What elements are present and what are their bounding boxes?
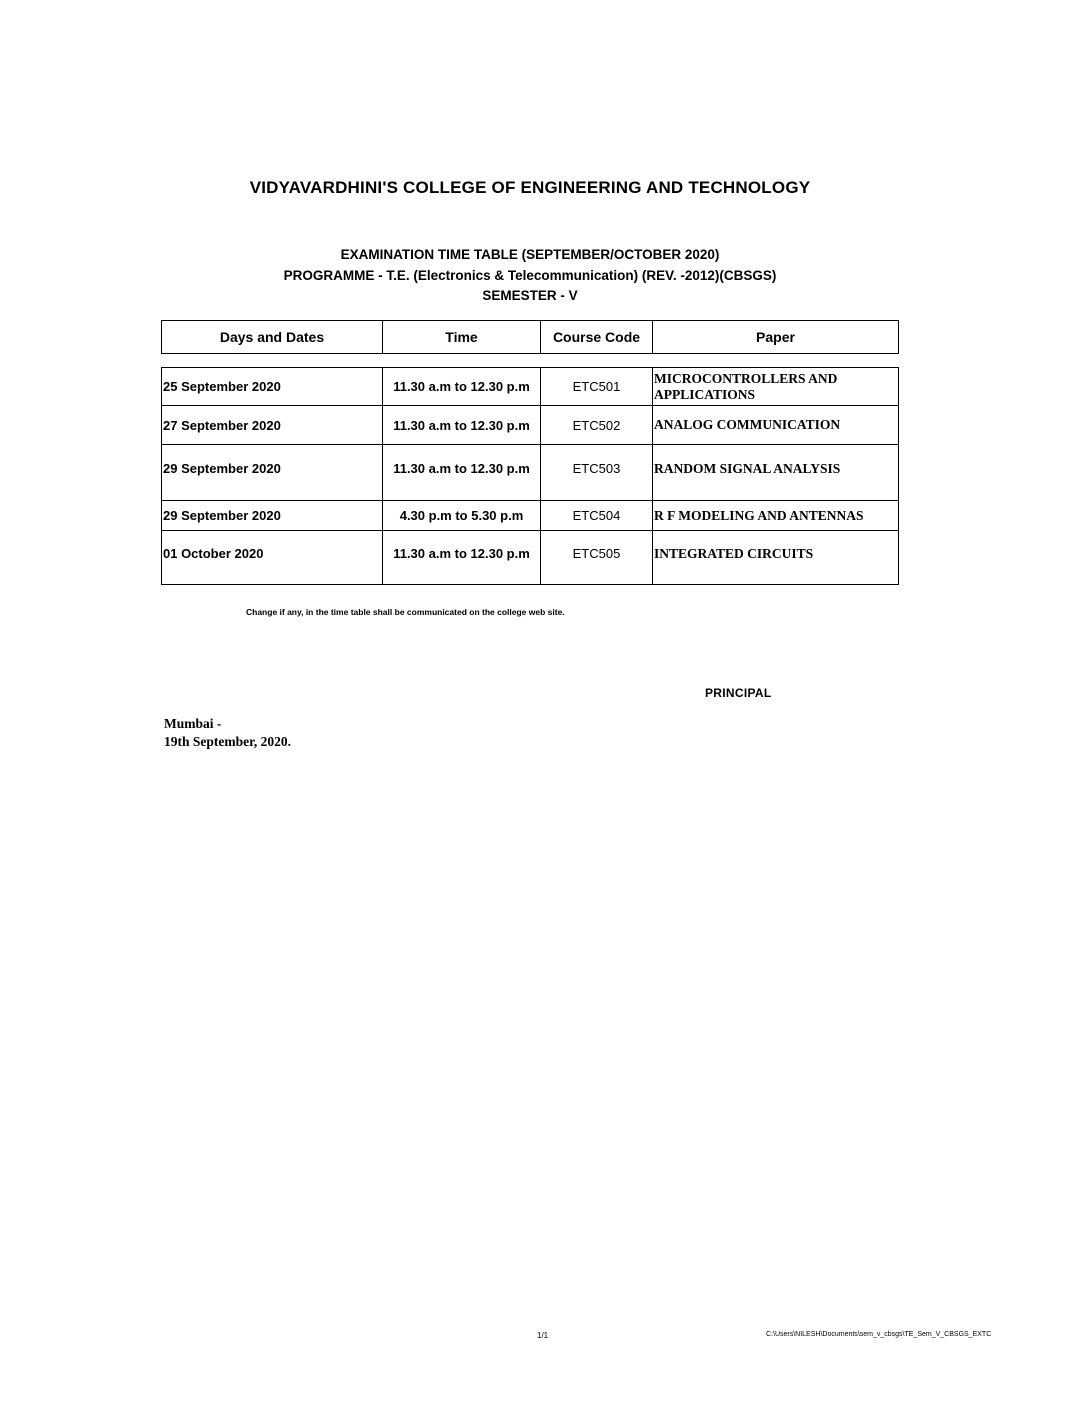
course-code: ETC505 xyxy=(541,531,653,585)
issue-date: 19th September, 2020. xyxy=(164,734,291,749)
table-row xyxy=(162,368,899,406)
course-code: ETC504 xyxy=(541,501,653,531)
principal-signature: PRINCIPAL xyxy=(705,686,772,700)
exam-date: 27 September 2020 xyxy=(162,406,383,445)
column-header-code: Course Code xyxy=(541,321,653,354)
column-header-date: Days and Dates xyxy=(162,321,383,354)
table-row xyxy=(162,406,899,445)
course-code: ETC501 xyxy=(541,368,653,406)
semester-title: SEMESTER - V xyxy=(482,288,578,303)
college-name: VIDYAVARDHINI'S COLLEGE OF ENGINEERING AND TECHNOLOGY xyxy=(249,178,811,197)
exam-date: 25 September 2020 xyxy=(162,368,383,406)
course-code: ETC503 xyxy=(541,445,653,501)
column-header-time: Time xyxy=(383,321,541,354)
paper-name: R F MODELING AND ANTENNAS xyxy=(653,501,899,531)
exam-time: 4.30 p.m to 5.30 p.m xyxy=(383,501,541,531)
timetable xyxy=(161,367,899,585)
page-number: 1/1 xyxy=(537,1331,549,1340)
table-row xyxy=(162,501,899,531)
exam-date: 29 September 2020 xyxy=(162,445,383,501)
programme-title: PROGRAMME - T.E. (Electronics & Telecommunication) (REV. -2012)(CBSGS) xyxy=(283,268,777,283)
place: Mumbai - xyxy=(164,716,222,731)
exam-time: 11.30 a.m to 12.30 p.m xyxy=(383,531,541,585)
paper-name: RANDOM SIGNAL ANALYSIS xyxy=(653,445,899,501)
exam-time: 11.30 a.m to 12.30 p.m xyxy=(383,368,541,406)
file-path: C:\Users\NILESH\Documents\sem_v_cbsgs\TE_Sem_V_CBSGS_EXTC xyxy=(766,1331,992,1338)
timetable-header xyxy=(161,320,899,354)
exam-date: 01 October 2020 xyxy=(162,531,383,585)
exam-title: EXAMINATION TIME TABLE (SEPTEMBER/OCTOBER 2020) xyxy=(340,247,720,262)
course-code: ETC502 xyxy=(541,406,653,445)
table-row xyxy=(162,531,899,585)
change-note: Change if any, in the time table shall be communicated on the college web site. xyxy=(246,607,565,617)
exam-time: 11.30 a.m to 12.30 p.m xyxy=(383,445,541,501)
header-row xyxy=(162,321,899,354)
paper-name: ANALOG COMMUNICATION xyxy=(653,406,899,445)
column-header-paper: Paper xyxy=(653,321,899,354)
table-row xyxy=(162,445,899,501)
exam-date: 29 September 2020 xyxy=(162,501,383,531)
exam-time: 11.30 a.m to 12.30 p.m xyxy=(383,406,541,445)
paper-name: INTEGRATED CIRCUITS xyxy=(653,531,899,585)
paper-name: MICROCONTROLLERS AND APPLICATIONS xyxy=(653,368,899,406)
